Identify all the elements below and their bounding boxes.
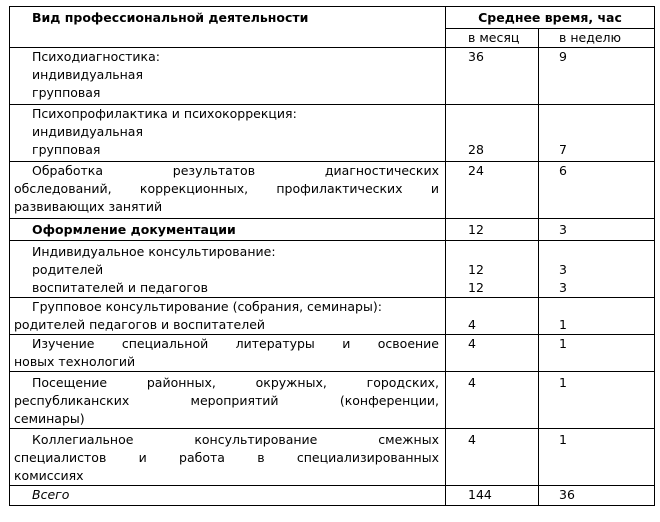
week-value: 3 [559,280,567,295]
month-cell [446,372,539,429]
month-cell [446,298,539,335]
month-value: 4 [468,317,476,332]
activity-line: развивающих занятий [14,199,163,214]
month-value: 12 [468,262,484,277]
week-value: 3 [559,262,567,277]
activity-cell [10,219,446,241]
header-activity [10,7,446,48]
activity-line: индивидуальная [32,67,143,82]
activity-line: Коллегиальное консультирование смежных [32,432,439,447]
week-value: 9 [559,49,567,64]
total-week-value: 36 [559,487,575,502]
week-value: 3 [559,222,567,237]
activity-line: Посещение районных, окружных, городских, [32,375,439,390]
month-value: 36 [468,49,484,64]
week-cell [539,241,655,298]
activity-cell [10,298,446,335]
week-value: 1 [559,432,567,447]
activity-line: комиссиях [14,468,84,483]
total-month-value: 144 [468,487,492,502]
activity-line: Психопрофилактика и психокоррекция: [32,106,297,121]
total-label: Всего [32,487,70,502]
week-value: 6 [559,163,567,178]
activity-line: родителей педагогов и воспитателей [14,317,266,332]
table-row [10,429,655,486]
table-row [10,372,655,429]
table-row [10,241,655,298]
activity-line: воспитателей и педагогов [32,280,208,295]
week-cell [539,48,655,105]
header-avg-time [446,7,655,29]
header-per-month [446,29,539,48]
total-label-cell [10,486,446,506]
activity-line: республиканских мероприятий (конференции, [14,393,439,408]
week-cell [539,429,655,486]
activity-time-table [9,6,655,506]
activity-cell [10,372,446,429]
month-cell [446,105,539,162]
activity-line: Обработка результатов диагностических [32,163,439,178]
total-week-cell [539,486,655,506]
month-cell [446,162,539,219]
table-row [10,298,655,335]
month-cell [446,241,539,298]
activity-line: Индивидуальное консультирование: [32,244,276,259]
month-value: 4 [468,336,476,351]
table-row [10,335,655,372]
month-value: 4 [468,375,476,390]
month-value: 12 [468,222,484,237]
activity-cell [10,105,446,162]
header-per-week-label: в неделю [559,30,622,45]
activity-line: Изучение специальной литературы и освоение [32,336,439,351]
activity-line: групповая [32,142,101,157]
header-avg-time-label: Среднее время, час [478,10,622,25]
activity-line: обследований, коррекционных, профилактических и [14,181,439,196]
activity-line: Психодиагностика: [32,49,160,64]
activity-line: родителей [32,262,104,277]
header-per-week [539,29,655,48]
activity-line: Групповое консультирование (собрания, семинары): [32,299,382,314]
week-cell [539,105,655,162]
week-cell [539,298,655,335]
table-row [10,105,655,162]
activity-cell [10,429,446,486]
week-value: 7 [559,142,567,157]
week-cell [539,335,655,372]
week-cell [539,219,655,241]
activity-line: семинары) [14,411,85,426]
table-row [10,48,655,105]
activity-line: Оформление документации [32,222,236,237]
week-value: 1 [559,375,567,390]
table-row [10,219,655,241]
month-value: 4 [468,432,476,447]
table-row [10,162,655,219]
activity-cell [10,335,446,372]
month-cell [446,48,539,105]
week-value: 1 [559,336,567,351]
month-cell [446,219,539,241]
activity-line: специалистов и работа в специализированных [14,450,439,465]
activity-cell [10,241,446,298]
header-per-month-label: в месяц [468,30,520,45]
month-cell [446,335,539,372]
table-row-total [10,486,655,506]
week-cell [539,162,655,219]
week-value: 1 [559,317,567,332]
month-cell [446,429,539,486]
activity-line: групповая [32,85,101,100]
month-value: 28 [468,142,484,157]
header-activity-label: Вид профессиональной деятельности [32,10,309,25]
month-value: 12 [468,280,484,295]
activity-line: индивидуальная [32,124,143,139]
activity-line: новых технологий [14,354,136,369]
activity-cell [10,162,446,219]
month-value: 24 [468,163,484,178]
week-cell [539,372,655,429]
activity-cell [10,48,446,105]
total-month-cell [446,486,539,506]
